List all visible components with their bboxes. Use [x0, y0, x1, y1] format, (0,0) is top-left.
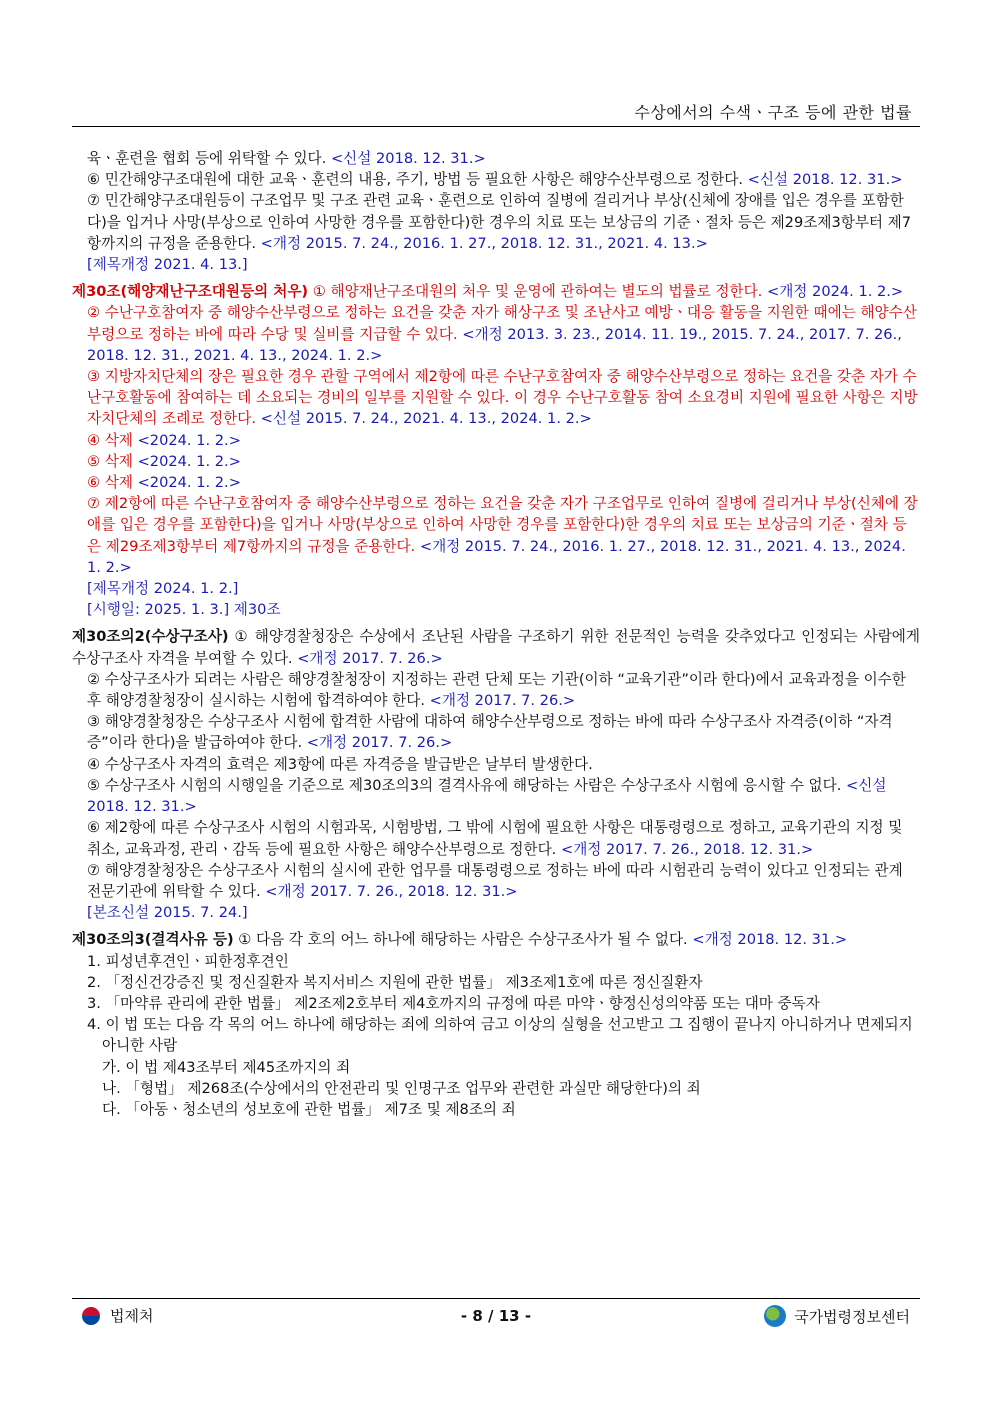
law-paragraph [72, 929, 920, 950]
law-paragraph [72, 190, 920, 254]
paragraph-text-run: 제30조의2(수상구조사) [72, 628, 229, 646]
paragraph-text-run: <신설 2018. 12. 31.> [87, 776, 887, 816]
law-center-logo-icon [764, 1305, 786, 1327]
paragraph-text-run: <개정 2015. 7. 24., 2016. 1. 27., 2018. 12. 31., 2021. 4. 13., 2024. 1. 2.> [87, 537, 906, 576]
paragraph-text-run: <개정 2015. 7. 24., 2016. 1. 27., 2018. 12. 31., 2021. 4. 13.> [260, 234, 708, 252]
paragraph-text-run: ⑦ 제2항에 따른 수난구호참여자 중 해양수산부령으로 정하는 요건을 갖춘 자가 구조업무로 인하여 질병에 걸리거나 부상(신체에 장애를 입은 경우를 포함한다)을 입거나 사망(부상으로 인하여 사망한 경우를 포함한다)한 경우의 치료 또는 보상금의 기준ㆍ절차 등은 제29조제3항부터 제7항까지의 규정을 준용한다. [87, 495, 918, 555]
paragraph-text-run: <개정 2017. 7. 26., 2018. 12. 31.> [265, 882, 518, 900]
paragraph-text-run: <신설 2018. 12. 31.> [747, 171, 903, 189]
paragraph-text-run: ① 해양재난구조대원의 처우 및 운영에 관하여는 별도의 법률로 정한다. [308, 283, 767, 301]
footer-left-label: 법제처 [110, 1307, 154, 1325]
paragraph-text-run: <개정 2024. 1. 2.> [766, 283, 904, 301]
paragraph-text-run: ③ 지방자치단체의 장은 필요한 경우 관할 구역에서 제2항에 따른 수난구호참여자 중 해양수산부령으로 정하는 요건을 갖춘 자가 수난구호활동에 참여하는 데 소요되는 경비의 일부를 지원할 수 있다. 이 경우 수난구호활동 참여 소요경비 지원에 필요한 사항은 지방자치단체의 조례로 정한다. [87, 368, 918, 428]
law-paragraph [72, 951, 920, 972]
paragraph-text-run: 2. 「정신건강증진 및 정신질환자 복지서비스 지원에 관한 법률」 제3조제1호에 따른 정신질환자 [87, 973, 703, 991]
paragraph-text-run: 3. 「마약류 관리에 관한 법률」 제2조제2호부터 제4호까지의 규정에 따른 마약ㆍ향정신성의약품 또는 대마 중독자 [87, 994, 820, 1012]
law-paragraph [72, 302, 920, 366]
law-paragraph [72, 169, 920, 190]
paragraph-text-run: ⑥ 삭제 [87, 474, 138, 492]
page-header-title: 수상에서의 수색ㆍ구조 등에 관한 법률 [634, 103, 912, 122]
paragraph-text-run: <개정 2017. 7. 26., 2018. 12. 31.> [560, 840, 814, 858]
page-footer [72, 1305, 920, 1331]
paragraph-text-run: <개정 2017. 7. 26.> [297, 649, 443, 667]
paragraph-text-run: ⑦ 민간해양구조대원등이 구조업무 및 구조 관련 교육ㆍ훈련으로 인하여 질병에 걸리거나 부상(신체에 장애를 입은 경우를 포함한다)을 입거나 사망(부상으로 인하여 사망한 경우를 포함한다)한 경우의 치료 또는 보상금의 기준ㆍ절차 등은 제29조제3항부터 제7항까지의 규정을 준용한다. [87, 192, 912, 252]
paragraph-text-run: ⑤ 삭제 [87, 452, 138, 470]
paragraph-text-run: <2024. 1. 2.> [137, 474, 241, 492]
law-paragraph [72, 148, 920, 169]
paragraph-text-run: [제목개정 2024. 1. 2.] [87, 580, 239, 598]
paragraph-text-run: ⑤ 수상구조사 시험의 시행일을 기준으로 제30조의3의 결격사유에 해당하는 사람은 수상구조사 시험에 응시할 수 없다. [87, 776, 847, 794]
page-number: - 8 / 13 - [460, 1307, 532, 1325]
paragraph-text-run: ④ 삭제 [87, 431, 138, 449]
paragraph-text-run: 4. 이 법 또는 다음 각 목의 어느 하나에 해당하는 죄에 의하여 금고 이상의 실형을 선고받고 그 집행이 끝나지 아니하거나 면제되지 아니한 사람 [87, 1016, 913, 1055]
law-paragraph [72, 578, 920, 599]
law-paragraph [72, 1099, 920, 1120]
paragraph-text-run: ④ 수상구조사 자격의 효력은 제3항에 따른 자격증을 발급받은 날부터 발생한다. [87, 755, 593, 773]
paragraph-text-run: 제30조(해양재난구조대원등의 처우) [72, 283, 309, 301]
paragraph-text-run: <2024. 1. 2.> [137, 431, 241, 449]
law-paragraph [72, 254, 920, 275]
paragraph-text-run: <개정 2013. 3. 23., 2014. 11. 19., 2015. 7. 24., 2017. 7. 26., 2018. 12. 31., 2021. 4. 13., 2024. 1. 2.> [87, 325, 902, 364]
law-paragraph [72, 599, 920, 620]
law-paragraph [72, 669, 920, 711]
law-paragraph [72, 472, 920, 493]
paragraph-text-run: <개정 2017. 7. 26.> [429, 692, 576, 710]
law-paragraph [72, 972, 920, 993]
law-paragraph [72, 493, 920, 578]
paragraph-text-run: ② 수난구호참여자 중 해양수산부령으로 정하는 요건을 갖춘 자가 해상구조 및 조난사고 예방ㆍ대응 활동을 지원한 때에는 해양수산부령으로 정하는 바에 따라 수당 및 실비를 지급할 수 있다. [87, 304, 917, 343]
law-paragraph [72, 711, 920, 753]
law-paragraph [72, 754, 920, 775]
footer-right [764, 1305, 910, 1327]
paragraph-text-run: ⑥ 제2항에 따른 수상구조사 시험의 시험과목, 시험방법, 그 밖에 시험에 필요한 사항은 대통령령으로 정하고, 교육기관의 지정 및 취소, 교육과정, 관리ㆍ감독 등에 필요한 사항은 해양수산부령으로 정한다. [87, 819, 903, 858]
law-paragraph [72, 366, 920, 430]
law-paragraph [72, 860, 920, 902]
paragraph-text-run: 가. 이 법 제43조부터 제45조까지의 죄 [102, 1058, 351, 1076]
paragraph-text-run: <개정 2018. 12. 31.> [692, 931, 848, 949]
law-paragraph [72, 626, 920, 668]
paragraph-text-run: <신설 2015. 7. 24., 2021. 4. 13., 2024. 1. 2.> [260, 410, 592, 428]
paragraph-text-run: <개정 2017. 7. 26.> [306, 734, 453, 752]
paragraph-text-run: [본조신설 2015. 7. 24.] [87, 904, 248, 922]
law-paragraph [72, 817, 920, 859]
paragraph-text-run: ② 수상구조사가 되려는 사람은 해양경찰청장이 지정하는 관련 단체 또는 기관(이하 “교육기관”이라 한다)에서 교육과정을 이수한 후 해양경찰청장이 실시하는 시험에 합격하여야 한다. [87, 670, 906, 710]
law-paragraph [72, 775, 920, 817]
footer-divider [72, 1298, 920, 1299]
paragraph-text-run: ① 다음 각 호의 어느 하나에 해당하는 사람은 수상구조사가 될 수 없다. [233, 931, 693, 949]
law-paragraph [72, 451, 920, 472]
law-paragraph [72, 430, 920, 451]
paragraph-text-run: [시행일: 2025. 1. 3.] 제30조 [87, 601, 281, 619]
paragraph-text-run: ⑦ 해양경찰청장은 수상구조사 시험의 실시에 관한 업무를 대통령령으로 정하는 바에 따라 시험관리 능력이 있다고 인정되는 관계 전문기관에 위탁할 수 있다. [87, 861, 903, 900]
paragraph-text-run: 1. 피성년후견인ㆍ피한정후견인 [87, 952, 289, 970]
law-text-body [72, 148, 920, 1120]
paragraph-text-run: 나. 「형법」 제268조(수상에서의 안전관리 및 인명구조 업무와 관련한 과실만 해당한다)의 죄 [102, 1079, 701, 1097]
paragraph-text-run: 제30조의3(결격사유 등) [72, 931, 234, 949]
paragraph-text-run: ① 해양경찰청장은 수상에서 조난된 사람을 구조하기 위한 전문적인 능력을 갖추었다고 인정되는 사람에게 수상구조사 자격을 부여할 수 있다. [72, 628, 920, 667]
law-paragraph [72, 281, 920, 302]
paragraph-text-run: 육ㆍ훈련을 협회 등에 위탁할 수 있다. [87, 150, 331, 167]
law-paragraph [72, 1078, 920, 1099]
paragraph-text-run: <신설 2018. 12. 31.> [330, 150, 486, 167]
paragraph-text-run: [제목개정 2021. 4. 13.] [87, 256, 248, 274]
law-paragraph [72, 902, 920, 923]
law-paragraph [72, 1057, 920, 1078]
footer-right-label: 국가법령정보센터 [794, 1307, 910, 1326]
paragraph-text-run: ⑥ 민간해양구조대원에 대한 교육ㆍ훈련의 내용, 주기, 방법 등 필요한 사항은 해양수산부령으로 정한다. [87, 171, 748, 189]
paragraph-text-run: ③ 해양경찰청장은 수상구조사 시험에 합격한 사람에 대하여 해양수산부령으로 정하는 바에 따라 수상구조사 자격증(이하 “자격증”이라 한다)을 발급하여야 한다. [87, 713, 893, 752]
paragraph-text-run: <2024. 1. 2.> [137, 452, 241, 470]
law-paragraph [72, 1014, 920, 1056]
paragraph-text-run: 다. 「아동ㆍ청소년의 성보호에 관한 법률」 제7조 및 제8조의 죄 [102, 1100, 516, 1118]
header-divider [72, 126, 920, 127]
law-paragraph [72, 993, 920, 1014]
